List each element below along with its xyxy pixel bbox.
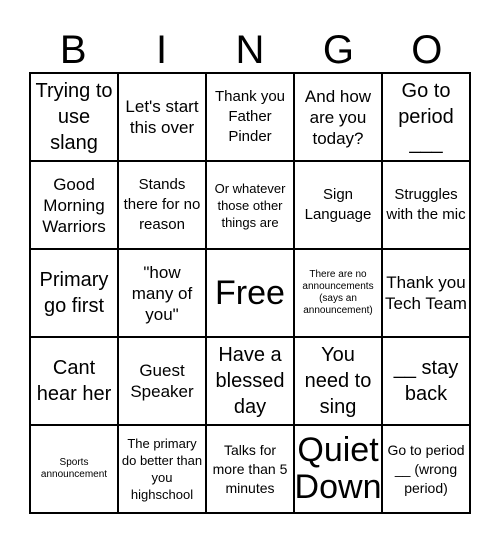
bingo-cell[interactable] [382,73,470,161]
bingo-cell[interactable] [382,425,470,513]
bingo-cell[interactable] [294,425,382,513]
cell-text: Go to period __ (wrong period) [387,441,465,496]
cell-text: Thank you Father Pinder [214,88,286,145]
cell-text: Talks for more than 5 minutes [212,441,288,496]
cell-text: Have a blessed day [215,344,285,418]
cell-text: Stands there for no reason [123,176,201,233]
bingo-cell[interactable] [30,337,118,425]
header-letter-g: G [322,28,354,72]
bingo-cell[interactable] [30,73,118,161]
bingo-cell[interactable] [30,161,118,249]
bingo-cell[interactable] [118,73,206,161]
free-cell[interactable] [206,249,294,337]
bingo-cell[interactable] [294,249,382,337]
cell-text: Trying to use slang [35,80,113,154]
cell-text: Struggles with the mic [386,186,466,223]
bingo-cell[interactable] [30,249,118,337]
bingo-cell[interactable] [118,425,206,513]
cell-text: The primary do better than you highschool [121,436,203,502]
cell-text: __ stay back [393,357,459,405]
cell-text: Sports announcement [40,457,108,480]
cell-text: Cant hear her [36,357,112,405]
cell-text: "how many of you" [131,262,193,324]
bingo-cell[interactable] [294,73,382,161]
cell-text: Let's start this over [125,97,199,137]
header-letter-o: O [411,28,443,72]
bingo-cell[interactable] [206,337,294,425]
cell-text: There are no announcements (says an announcement) [302,269,374,316]
bingo-cell[interactable] [294,161,382,249]
cell-text: And how are you today? [304,86,372,148]
header-letter-n: N [235,28,265,72]
cell-text: Free [215,273,285,312]
header-letter-b: B [59,28,87,72]
cell-text: Guest Speaker [130,361,194,401]
cell-text: Primary go first [39,269,109,317]
bingo-cell[interactable] [382,249,470,337]
bingo-cell[interactable] [206,425,294,513]
bingo-cell[interactable] [206,73,294,161]
bingo-cell[interactable] [206,161,294,249]
bingo-cell[interactable] [294,337,382,425]
bingo-cell[interactable] [30,425,118,513]
cell-text: Go to period ___ [398,80,454,154]
cell-text: You need to sing [304,344,372,418]
bingo-cell[interactable] [382,337,470,425]
cell-text: Or whatever those other things are [214,180,286,230]
bingo-grid [29,72,471,514]
cell-text: Sign Language [304,186,372,223]
bingo-cell[interactable] [118,161,206,249]
header-letter-i: I [156,28,168,72]
bingo-cell[interactable] [118,337,206,425]
cell-text: Thank you Tech Team [385,273,467,313]
bingo-cell[interactable] [382,161,470,249]
cell-text: Quiet Down [294,431,382,506]
bingo-header [29,28,471,72]
bingo-cell[interactable] [118,249,206,337]
cell-text: Good Morning Warriors [42,174,106,236]
